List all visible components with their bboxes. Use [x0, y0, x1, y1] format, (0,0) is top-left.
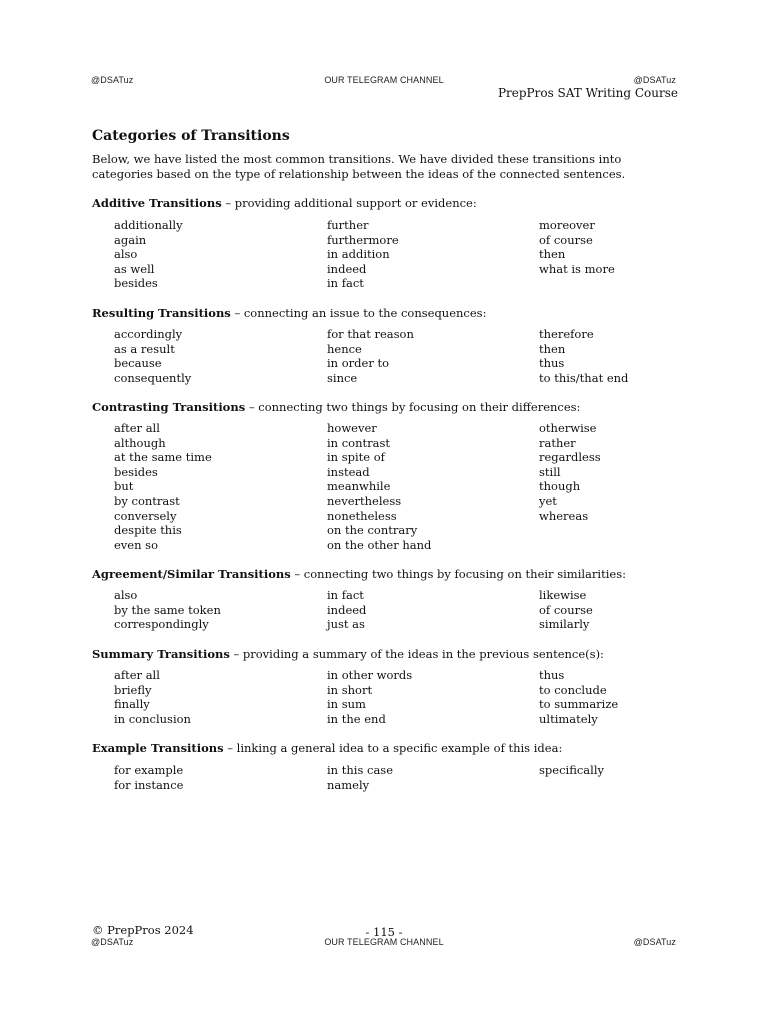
- list-item: moreover: [539, 218, 595, 232]
- list-item: at the same time: [114, 450, 212, 465]
- list-item: in the end: [327, 711, 386, 726]
- list-item: rather: [539, 435, 576, 450]
- list-item: in spite of: [327, 450, 385, 465]
- list-item: in this case: [327, 763, 394, 777]
- list-item: hence: [327, 341, 362, 356]
- section-agreement-col3: [539, 588, 593, 632]
- watermark-top-center: OUR TELEGRAM CHANNEL: [324, 75, 444, 85]
- watermark-bottom-center: OUR TELEGRAM CHANNEL: [324, 937, 444, 947]
- section-resulting-col3: [539, 327, 628, 385]
- section-additive-col3: [539, 218, 615, 276]
- list-item: after all: [114, 421, 160, 435]
- list-item: in fact: [327, 588, 364, 602]
- list-item: of course: [539, 602, 593, 617]
- list-item: meanwhile: [327, 479, 391, 494]
- list-item: indeed: [327, 602, 367, 617]
- list-item: specifically: [539, 763, 605, 777]
- section-name: Agreement/Similar Transitions: [92, 567, 291, 581]
- list-item: then: [539, 247, 566, 262]
- section-name: Contrasting Transitions: [92, 400, 246, 414]
- list-item: ultimately: [539, 711, 598, 726]
- list-item: besides: [114, 276, 158, 291]
- list-item: for example: [114, 763, 184, 777]
- section-heading-resulting: [92, 306, 486, 320]
- section-contrasting-col2: [327, 421, 431, 552]
- list-item: but: [114, 479, 134, 494]
- list-item: accordingly: [114, 327, 183, 341]
- intro-paragraph: Below, we have listed the most common transitions. We have divided these transitions into categories based on the type of relationship between the ideas of the connected sentences.: [92, 152, 626, 181]
- list-item: for instance: [114, 777, 184, 792]
- list-item: nonetheless: [327, 508, 397, 523]
- section-heading-agreement: [92, 567, 626, 581]
- section-example-col3: [539, 763, 604, 778]
- list-item: despite this: [114, 523, 182, 538]
- section-desc: – connecting two things by focusing on their similarities:: [290, 567, 626, 581]
- course-header: PrepPros SAT Writing Course: [497, 86, 678, 100]
- section-desc: – providing a summary of the ideas in the previous sentence(s):: [229, 647, 604, 661]
- section-name: Summary Transitions: [92, 647, 230, 661]
- section-heading-example: [92, 741, 562, 755]
- list-item: instead: [327, 464, 370, 479]
- watermark-top-left: @DSATuz: [91, 75, 134, 85]
- list-item: in conclusion: [114, 711, 191, 726]
- section-contrasting-col3: [539, 421, 601, 523]
- section-summary-col3: [539, 668, 618, 726]
- section-name: Resulting Transitions: [92, 306, 231, 320]
- list-item: in order to: [327, 356, 390, 371]
- section-example-col1: [114, 763, 183, 792]
- list-item: further: [327, 218, 369, 232]
- list-item: consequently: [114, 370, 192, 385]
- list-item: whereas: [539, 508, 589, 523]
- watermark-bottom-right: @DSATuz: [633, 937, 676, 947]
- section-agreement-col2: [327, 588, 366, 632]
- list-item: indeed: [327, 261, 367, 276]
- list-item: furthermore: [327, 232, 399, 247]
- list-item: yet: [539, 493, 557, 508]
- section-desc: – connecting two things by focusing on their differences:: [245, 400, 581, 414]
- list-item: to this/that end: [539, 370, 629, 385]
- list-item: therefore: [539, 327, 594, 341]
- section-heading-additive: [92, 196, 477, 210]
- list-item: in addition: [327, 247, 390, 262]
- list-item: on the contrary: [327, 523, 418, 538]
- list-item: in sum: [327, 697, 366, 712]
- list-item: what is more: [539, 261, 615, 276]
- list-item: in contrast: [327, 435, 391, 450]
- list-item: conversely: [114, 508, 177, 523]
- list-item: by contrast: [114, 493, 180, 508]
- list-item: since: [327, 370, 358, 385]
- list-item: in short: [327, 682, 373, 697]
- page-title: Categories of Transitions: [92, 128, 290, 144]
- section-resulting-col2: [327, 327, 414, 385]
- section-summary-col1: [114, 668, 191, 726]
- list-item: even so: [114, 537, 158, 552]
- list-item: namely: [327, 777, 370, 792]
- section-desc: – connecting an issue to the consequences:: [230, 306, 487, 320]
- list-item: to summarize: [539, 697, 619, 712]
- list-item: additionally: [114, 218, 183, 232]
- list-item: otherwise: [539, 421, 597, 435]
- section-summary-col2: [327, 668, 412, 726]
- list-item: as a result: [114, 341, 175, 356]
- list-item: by the same token: [114, 602, 221, 617]
- section-agreement-col1: [114, 588, 221, 632]
- list-item: just as: [327, 617, 365, 632]
- watermark-bottom-left: @DSATuz: [91, 937, 134, 947]
- list-item: also: [114, 247, 138, 262]
- list-item: although: [114, 435, 166, 450]
- list-item: nevertheless: [327, 493, 402, 508]
- list-item: after all: [114, 668, 160, 682]
- list-item: for that reason: [327, 327, 414, 341]
- list-item: though: [539, 479, 581, 494]
- section-heading-summary: [92, 647, 604, 661]
- list-item: then: [539, 341, 566, 356]
- copyright: © PrepPros 2024: [92, 923, 194, 937]
- section-name: Additive Transitions: [92, 196, 222, 210]
- section-resulting-col1: [114, 327, 191, 385]
- list-item: of course: [539, 232, 593, 247]
- list-item: likewise: [539, 588, 587, 602]
- section-example-col2: [327, 763, 393, 792]
- section-heading-contrasting: [92, 400, 580, 414]
- list-item: similarly: [539, 617, 590, 632]
- section-name: Example Transitions: [92, 741, 224, 755]
- list-item: finally: [114, 697, 150, 712]
- section-desc: – providing additional support or evidence:: [221, 196, 477, 210]
- list-item: again: [114, 232, 147, 247]
- list-item: on the other hand: [327, 537, 432, 552]
- watermark-top-right: @DSATuz: [633, 75, 676, 85]
- section-additive-col1: [114, 218, 183, 291]
- section-additive-col2: [327, 218, 399, 291]
- list-item: in fact: [327, 276, 364, 291]
- list-item: briefly: [114, 682, 152, 697]
- list-item: as well: [114, 261, 155, 276]
- list-item: besides: [114, 464, 158, 479]
- list-item: because: [114, 356, 162, 371]
- list-item: thus: [539, 668, 565, 682]
- list-item: to conclude: [539, 682, 607, 697]
- list-item: thus: [539, 356, 565, 371]
- list-item: still: [539, 464, 561, 479]
- page-number: - 115 -: [365, 925, 403, 939]
- list-item: regardless: [539, 450, 601, 465]
- list-item: however: [327, 421, 377, 435]
- list-item: in other words: [327, 668, 413, 682]
- section-contrasting-col1: [114, 421, 212, 552]
- list-item: also: [114, 588, 138, 602]
- list-item: correspondingly: [114, 617, 209, 632]
- section-desc: – linking a general idea to a specific example of this idea:: [223, 741, 563, 755]
